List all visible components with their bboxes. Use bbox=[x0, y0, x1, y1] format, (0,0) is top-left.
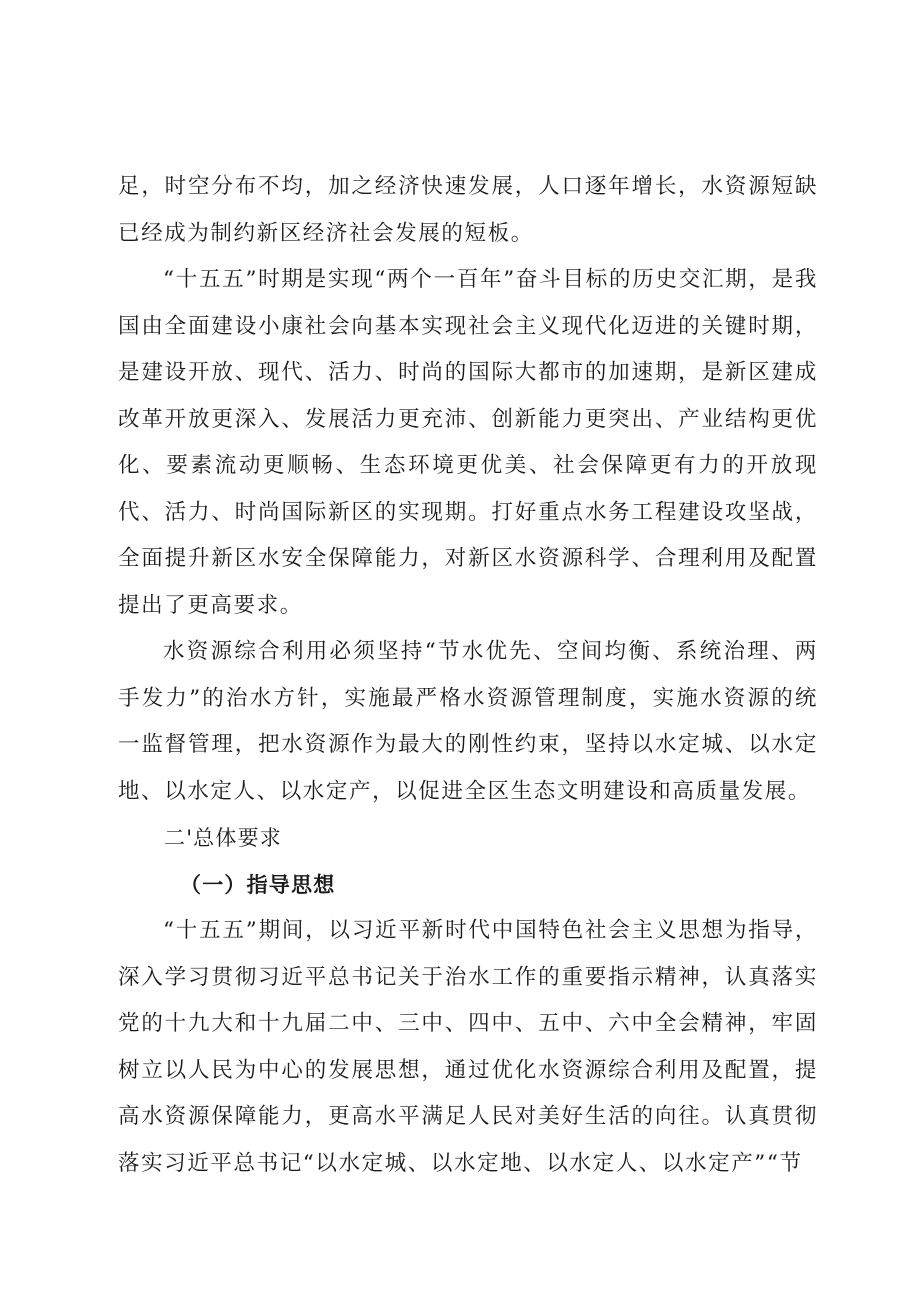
paragraph-period-significance: “十五五”时期是实现“两个一百年”奋斗目标的历史交汇期，是我国由全面建设小康社会向基本实现社会主义现代化迈进的关键时期，是建设开放、现代、活力、时尚的国际大都市的加速期，是新区建成改革开放更深入、发展活力更充沛、创新能力更突出、产业结构更优化、要素流动更顺畅、生态环境更优美、社会保障更有力的开放现代、活力、时尚国际新区的实现期。打好重点水务工程建设攻坚战，全面提升新区水安全保障能力，对新区水资源科学、合理利用及配置提出了更高要求。 bbox=[118, 267, 818, 618]
paragraph-water-policy: 水资源综合利用必须坚持“节水优先、空间均衡、系统治理、两手发力”的治水方针，实施最严格水资源管理制度，实施水资源的统一监督管理，把水资源作为最大的刚性约束，坚持以水定城、以水定地、以水定人、以水定产，以促进全区生态文明建设和高质量发展。 bbox=[118, 639, 818, 804]
subsection-heading-guiding-ideology: （一）指导思想 bbox=[180, 872, 336, 897]
document-body bbox=[118, 164, 818, 1187]
paragraph-guiding-ideology: “十五五”期间，以习近平新时代中国特色社会主义思想为指导，深入学习贯彻习近平总书记关于治水工作的重要指示精神，认真落实党的十九大和十九届二中、三中、四中、五中、六中全会精神，牢固树立以人民为中心的发展思想，通过优化水资源综合利用及配置，提高水资源保障能力，更高水平满足人民对美好生活的向往。认真贯彻落实习近平总书记“以水定城、以水定地、以水定人、以水定产”“节 bbox=[118, 918, 818, 1176]
paragraph-continuation: 足，时空分布不均，加之经济快速发展，人口逐年增长，水资源短缺已经成为制约新区经济社会发展的短板。 bbox=[118, 174, 818, 246]
section-heading-general-requirements: 二'总体要求 bbox=[164, 826, 282, 850]
